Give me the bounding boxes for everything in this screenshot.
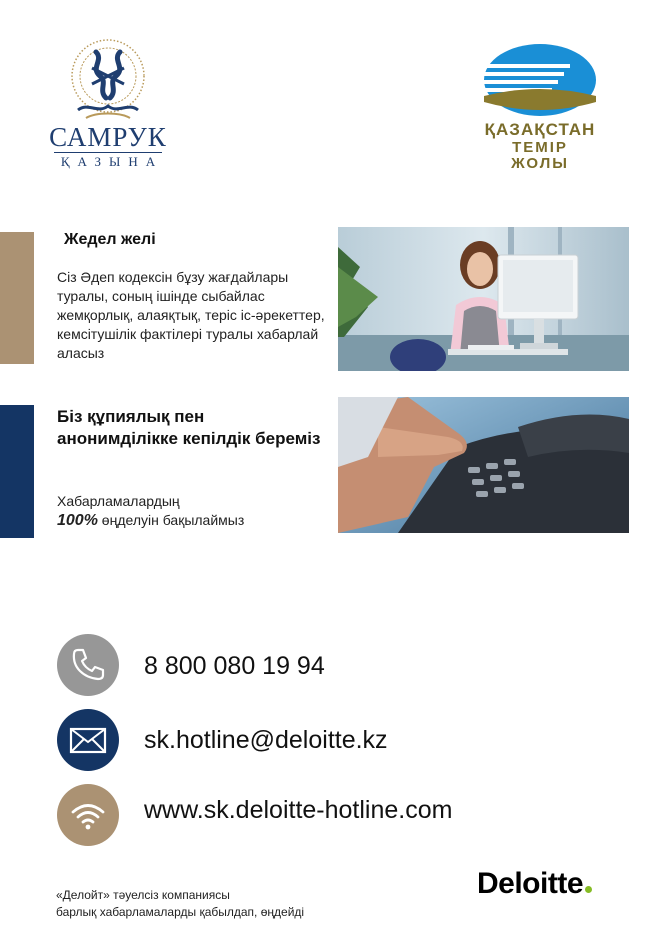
deloitte-green-dot	[585, 886, 592, 893]
samruk-word: САМРУК	[49, 122, 167, 152]
kazyna-word: ҚАЗЫНА	[60, 154, 164, 169]
hotline-title: Жедел желі	[64, 231, 156, 248]
hotline-website-link[interactable]: www.sk.deloitte-hotline.com	[144, 796, 453, 824]
envelope-icon	[57, 709, 119, 771]
hotline-description: Сіз Әдеп кодексін бұзу жағдайлары туралы, соның ішінде сыбайлас жемқорлық, алаяқтық, теріс іс-әрекеттер, кемсітушілік фактілері туралы хабарлай аласыз	[57, 269, 325, 361]
ktz-word-zholy: ЖОЛЫ	[511, 155, 569, 172]
ktz-logo	[470, 42, 610, 172]
ktz-word-kazakhstan: ҚАЗАҚСТАН	[484, 120, 596, 139]
confidentiality-title: Біз құпиялық пен анонимділікке кепілдік береміз	[57, 407, 321, 448]
processing-rest: өңделуін бақылаймыз	[97, 512, 245, 528]
wifi-icon	[57, 784, 119, 846]
ktz-word-temir: ТЕМІР	[512, 139, 568, 156]
footer-note-line1: «Делойт» тәуелсіз компаниясы	[56, 888, 230, 902]
samruk-emblem-icon	[48, 38, 168, 122]
navy-side-bar	[0, 405, 34, 538]
samruk-kazyna-logo	[48, 38, 168, 168]
deloitte-wordmark: Deloitte	[477, 867, 584, 900]
desk-phone-photo	[338, 397, 629, 533]
footer-note	[56, 887, 304, 921]
tan-side-bar	[0, 232, 34, 364]
deloitte-logo	[477, 867, 592, 901]
processing-text-line2	[57, 512, 244, 530]
phone-icon	[57, 634, 119, 696]
footer-note-line2: барлық хабарламаларды қабылдап, өңдейді	[56, 905, 305, 919]
processing-percent: 100%	[57, 512, 98, 529]
ktz-emblem-icon	[470, 42, 610, 118]
hotline-phone-number[interactable]: 8 800 080 19 94	[144, 652, 325, 680]
operator-photo	[338, 227, 629, 371]
samruk-divider	[54, 152, 162, 153]
hotline-email-link[interactable]: sk.hotline@deloitte.kz	[144, 726, 388, 754]
processing-text-line1: Хабарламалардың	[57, 493, 180, 509]
